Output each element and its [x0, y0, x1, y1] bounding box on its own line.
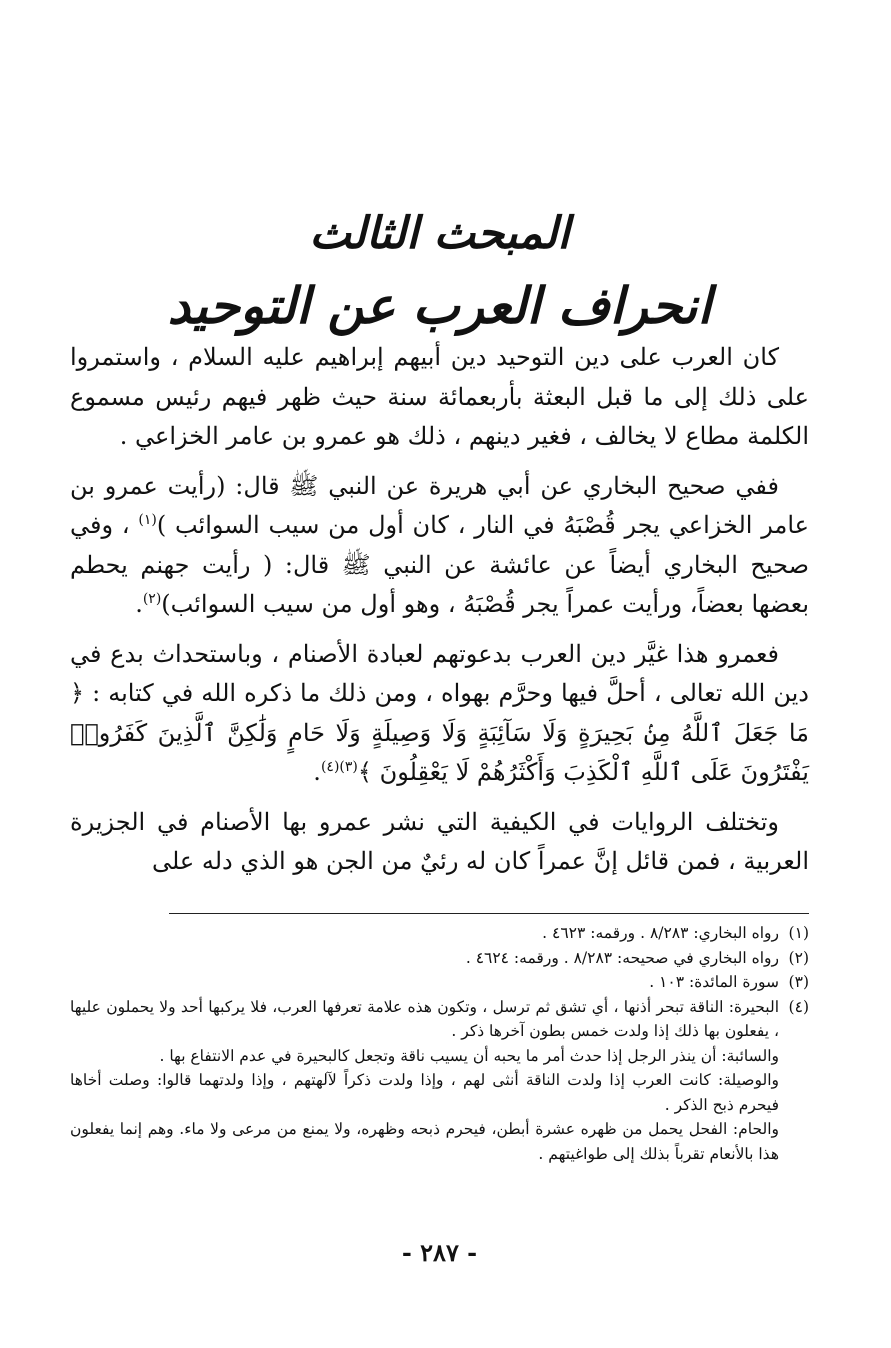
footnote-text: رواه البخاري: ٨/٢٨٣ . ورقمه: ٤٦٢٣ .: [542, 924, 779, 942]
footnote-ref-3-4: (٣)(٤): [320, 759, 358, 775]
paragraph-2-part-b: ، وفي صحيح البخاري أيضاً عن عائشة عن النبي ﷺ قال: ( رأيت جهنم يحطم بعضها بعضاً، ورأيت عمراً يجر قُصْبَهُ ، وهو أول من سيب السوائب): [70, 511, 809, 618]
chapter-heading: المبحث الثالث: [309, 208, 570, 259]
footnote-ref-1: (١): [138, 512, 157, 528]
footnote-2: [70, 946, 809, 971]
paragraph-2-part-a: ففي صحيح البخاري عن أبي هريرة عن النبي ﷺ قال: (رأيت عمرو بن عامر الخزاعي يجر قُصْبَهُ في النار ، كان أول من سيب السوائب ): [70, 471, 809, 539]
paragraph-3: [70, 635, 809, 793]
footnote-1: [70, 921, 809, 946]
paragraph-4: وتختلف الروايات في الكيفية التي نشر عمرو بها الأصنام في الجزيرة العربية ، فمن قائل إنَّ عمراً كان له رئيٌ من الجن هو الذي دله على: [70, 807, 809, 875]
paragraph-1: كان العرب على دين التوحيد دين أبيهم إبراهيم عليه السلام ، واستمروا على ذلك إلى ما قبل البعثة بأربعمائة سنة حيث ظهر فيهم رئيس مسموع الكلمة مطاع لا يخالف ، فغير دينهم ، ذلك هو عمرو بن عامر الخزاعي .: [70, 343, 809, 450]
paragraph-3-text: فعمرو هذا غيَّر دين العرب بدعوتهم لعبادة الأصنام ، وباستحداث بدع في دين الله تعالى ، أحلَّ فيها وحرَّم بهواه ، ومن ذلك ما ذكره الله في كتابه :: [70, 639, 809, 707]
footnote-number: (١): [788, 924, 809, 942]
quran-verse: ﴿ مَا جَعَلَ ٱللَّهُ مِنۢ بَحِيرَةٍ وَلَا سَآئِبَةٍ وَلَا وَصِيلَةٍ وَلَا حَامٍ وَلَٰكِنَّ ٱلَّذِينَ كَفَرُوا۟ يَفْتَرُونَ عَلَى ٱللَّهِ ٱلْكَذِبَ وَأَكْثَرُهُمْ لَا يَعْقِلُونَ ﴾: [70, 679, 809, 786]
footnote-number: (٣): [788, 973, 809, 991]
book-page: [70, 0, 809, 1348]
footnote-ref-2: (٢): [142, 591, 162, 607]
page-number: - ٢٨٧ -: [401, 1238, 478, 1267]
footnote-number: (٢): [788, 948, 809, 967]
body-text: [70, 338, 809, 892]
footnotes: [70, 921, 809, 1166]
footnote-text: رواه البخاري في صحيحه: ٨/٢٨٣ . ورقمه: ٤٦٢٤ .: [465, 948, 779, 967]
paragraph-2: [70, 467, 809, 625]
paragraph-3-end: .: [313, 758, 321, 786]
footnote-4-ham: والحام: الفحل يحمل من ظهره عشرة أبطن، فيحرم ذبحه وظهره، ولا يمنع من مرعى ولا ماء. وهم إنما يفعلون هذا بالأنعام تقرباً بذلك إلى طواغيتهم .: [70, 1120, 779, 1163]
paragraph-2-end: .: [135, 590, 143, 618]
footnote-number: (٤): [788, 997, 809, 1016]
footnote-3: [70, 970, 809, 995]
footnote-divider: [169, 913, 809, 914]
footnote-4-wasila: والوصيلة: كانت العرب إذا ولدت الناقة أنثى لهم ، وإذا ولدت ذكراً لآلهتهم ، وإذا ولدتهما قالوا: وصلت أخاها فيحرم ذبح الذكر .: [70, 1071, 779, 1114]
footnote-4: [70, 995, 809, 1044]
footnote-text: سورة المائدة: ١٠٣ .: [649, 973, 779, 991]
footnote-text: البحيرة: الناقة تبحر أذنها ، أي تشق ثم ترسل ، وتكون هذه علامة تعرفها العرب، فلا يركبها أحد ولا يحملون عليها ، يفعلون بها ذلك إذا ولدت خمس بطون آخرها ذكر .: [70, 997, 779, 1040]
section-title: انحراف العرب عن التوحيد: [167, 276, 712, 335]
footnote-4-saiba: والسائبة: أن ينذر الرجل إذا حدث أمر ما يحبه أن يسيب ناقة وتجعل كالبحيرة في عدم الانتفاع بها .: [159, 1046, 779, 1065]
